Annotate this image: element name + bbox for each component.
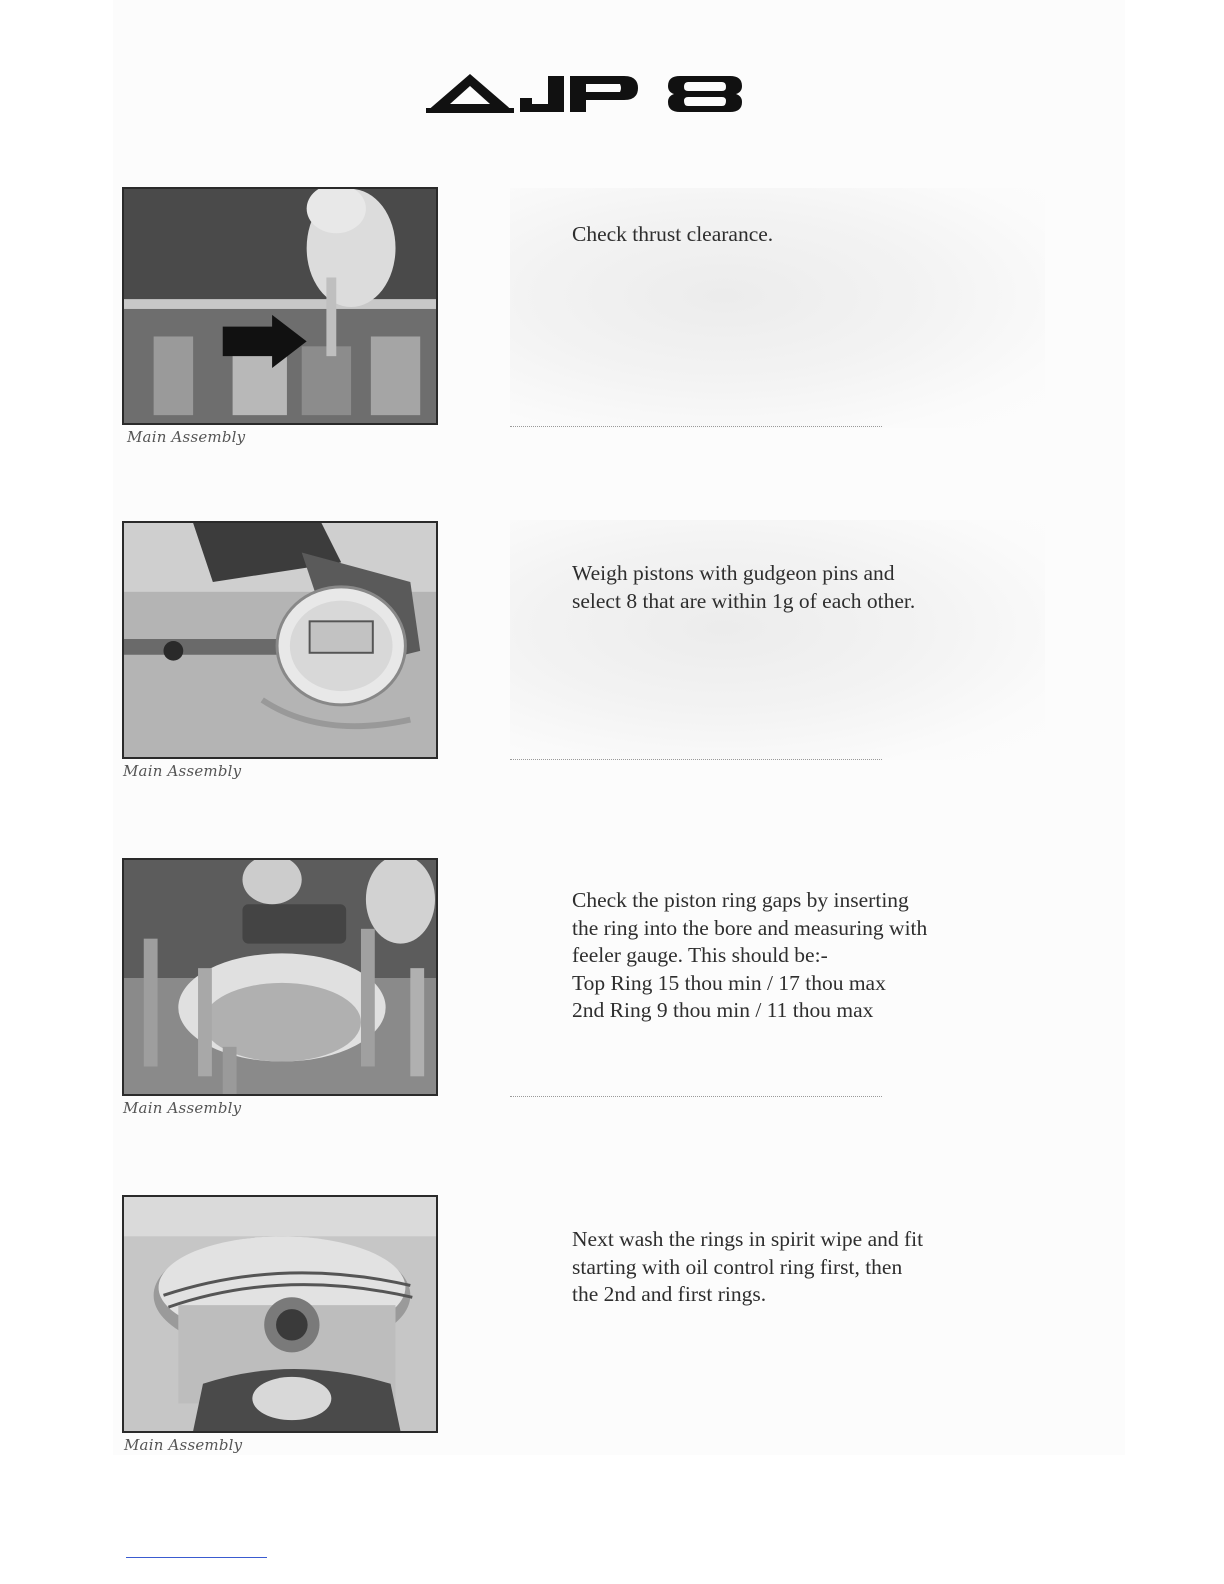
step-1-instruction: [572, 221, 1012, 249]
thrust-clearance-photo: [122, 187, 438, 425]
step-3-line-3: feeler gauge. This should be:-: [572, 943, 828, 967]
ring-gap-photo: [122, 858, 438, 1096]
step-3-instruction: [572, 887, 1012, 1025]
step-2-caption: Main Assembly: [123, 762, 242, 780]
step-1-caption: Main Assembly: [127, 428, 246, 446]
step-4-instruction: [572, 1226, 1012, 1309]
step-3-line-1: Check the piston ring gaps by inserting: [572, 888, 909, 912]
step-3-line-4: Top Ring 15 thou min / 17 thou max: [572, 970, 886, 995]
step-2-instruction: [572, 560, 1012, 615]
step-2-line-1: Weigh pistons with gudgeon pins and: [572, 561, 895, 585]
step-4-line-3: the 2nd and first rings.: [572, 1282, 767, 1306]
step-1-divider: [510, 426, 882, 427]
step-4-line-1: Next wash the rings in spirit wipe and fit: [572, 1227, 924, 1251]
step-3-line-2: the ring into the bore and measuring with: [572, 915, 928, 940]
step-2-divider: [510, 759, 882, 760]
piston-weighing-photo: [122, 521, 438, 759]
step-2-line-2: select 8 that are within 1g of each other.: [572, 588, 916, 613]
step-3-divider: [510, 1096, 882, 1097]
step-4-line-2: starting with oil control ring first, then: [572, 1254, 903, 1279]
step-1-line-1: Check thrust clearance.: [572, 222, 774, 246]
footer-link-underline[interactable]: [126, 1557, 267, 1558]
step-3-line-5: 2nd Ring 9 thou min / 11 thou max: [572, 998, 874, 1022]
ajp8-logo: [424, 68, 746, 118]
step-2-panel: [510, 520, 1045, 760]
piston-rings-photo: [122, 1195, 438, 1433]
step-4-caption: Main Assembly: [124, 1436, 243, 1454]
step-3-caption: Main Assembly: [123, 1099, 242, 1117]
